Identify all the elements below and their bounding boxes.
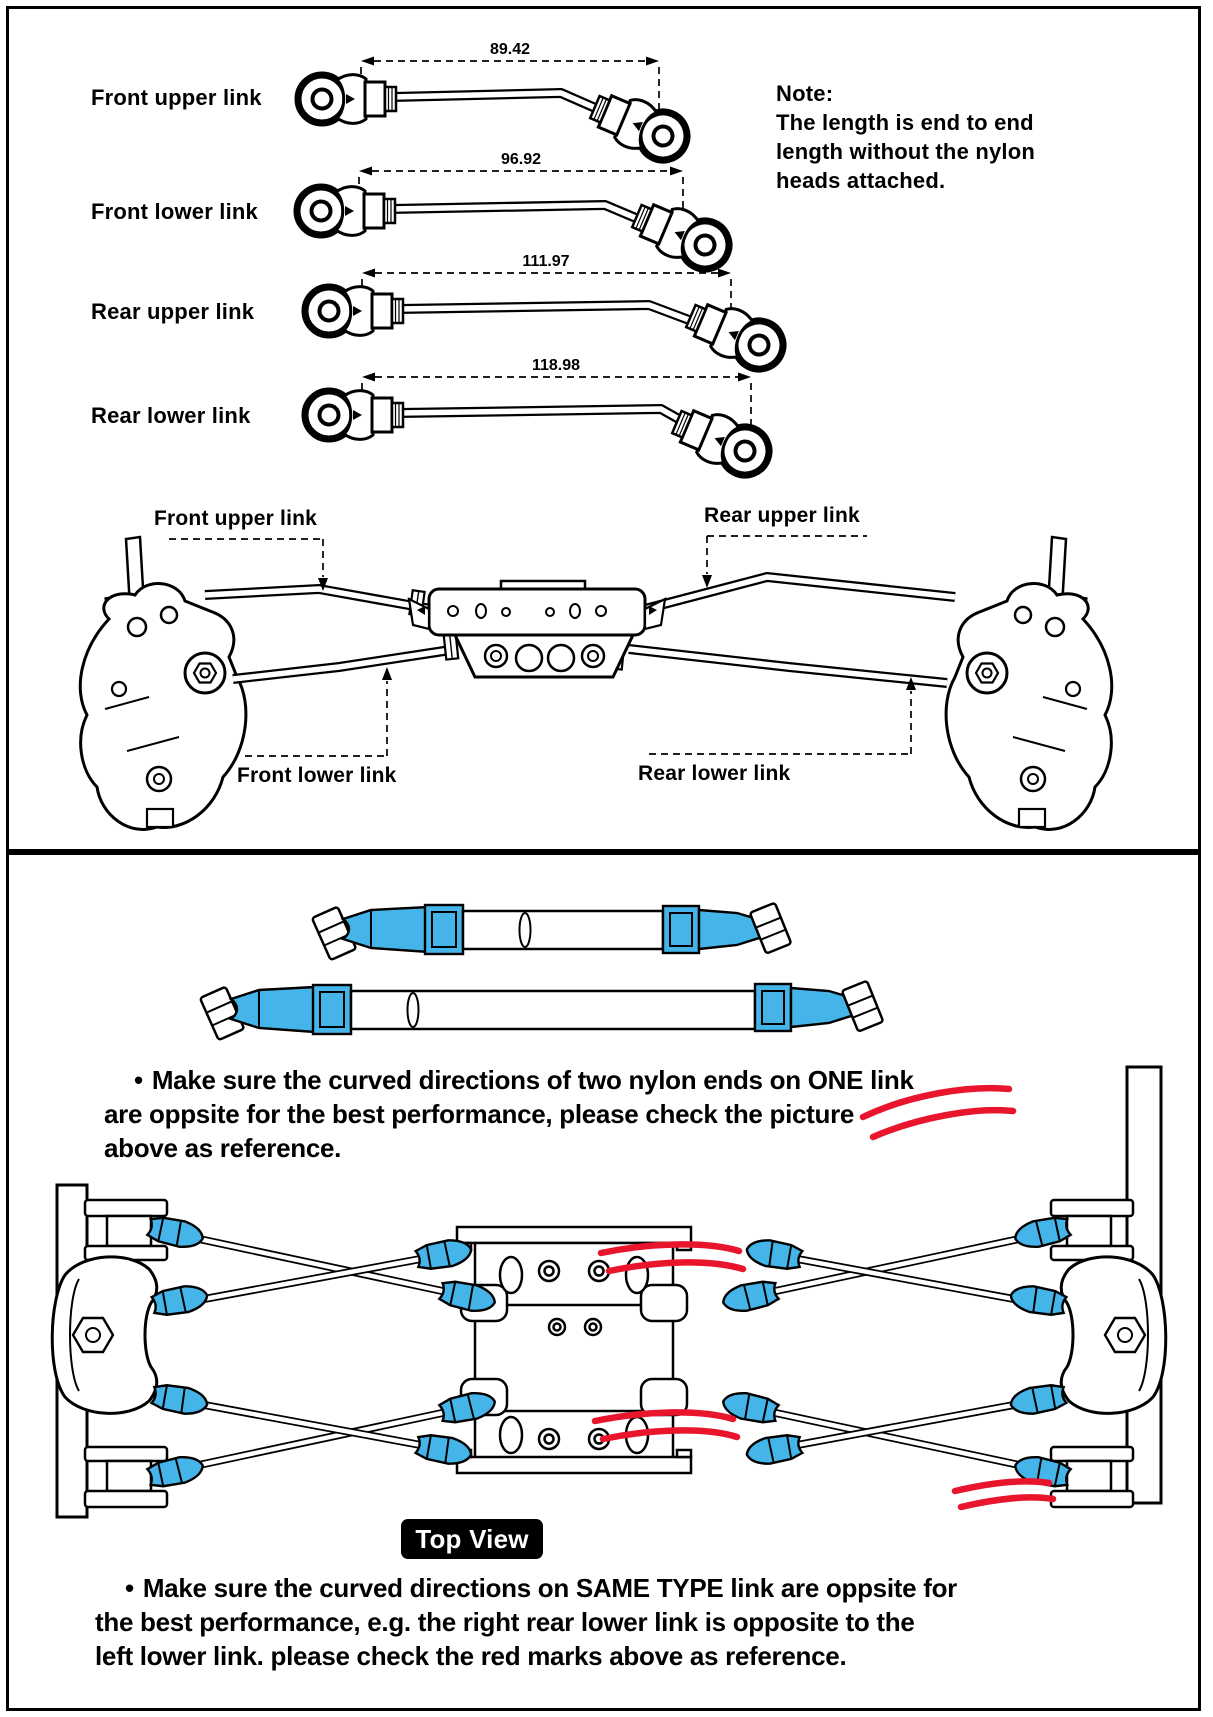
bullet2-line3: left lower link. please check the red marks above as reference. (95, 1641, 847, 1671)
skid-lower-plate (455, 635, 633, 677)
callout-front-upper: Front upper link (154, 507, 318, 530)
note-line: heads attached. (776, 168, 946, 193)
rear-upper-length: 111.97 (522, 253, 570, 270)
link-dimensions-panel (6, 6, 1201, 852)
bullet-same-type-rule (95, 1571, 957, 1673)
callout-rear-lower: Rear lower link (638, 762, 791, 785)
rear-lower-link-drawing (305, 357, 777, 483)
note-line: The length is end to end (776, 110, 1034, 135)
note-title: Note: (776, 81, 834, 106)
note-block (776, 79, 1116, 195)
front-upper-link-drawing (298, 41, 695, 168)
example-link-two (200, 981, 883, 1040)
front-upper-link-label: Front upper link (91, 85, 262, 110)
callout-rear-upper: Rear upper link (704, 504, 860, 527)
bullet2-line2: the best performance, e.g. the right rear lower link is opposite to the (95, 1607, 915, 1637)
front-lower-link-label: Front lower link (91, 199, 258, 224)
top-view-badge: Top View (401, 1519, 543, 1559)
front-axle (80, 537, 246, 829)
rear-upper-link-label: Rear upper link (91, 299, 255, 324)
front-lower-length: 96.92 (500, 151, 542, 168)
rear-lower-length: 118.98 (531, 357, 581, 374)
example-link-one (312, 903, 791, 960)
rear-lower-link-label: Rear lower link (91, 403, 251, 428)
assembly-side-view (80, 536, 1111, 829)
front-upper-length: 89.42 (489, 41, 531, 58)
bullet2-line1: Make sure the curved directions on SAME TYPE link are oppsite for (142, 1573, 957, 1603)
front-lower-link-drawing (297, 151, 737, 277)
bullet1-line3: above as reference. (104, 1133, 342, 1163)
nylon-instructions-panel (6, 852, 1201, 1711)
bullet1-line1: Make sure the curved directions of two nylon ends on ONE link (151, 1065, 914, 1095)
bullet-marker: • (125, 1573, 134, 1603)
rear-axle (946, 537, 1112, 829)
callout-front-lower: Front lower link (237, 764, 397, 787)
bullet-marker: • (134, 1065, 143, 1095)
note-line: length without the nylon (776, 139, 1035, 164)
bullet-one-link-rule (104, 1063, 914, 1165)
skid-bar (429, 589, 645, 635)
bullet1-line2: are oppsite for the best performance, please check the picture (104, 1099, 855, 1129)
